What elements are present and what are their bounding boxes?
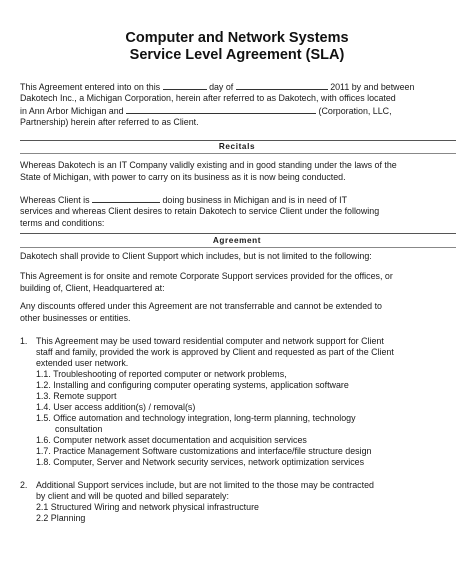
intro-line-1: [20, 81, 460, 93]
intro-text: This Agreement entered into on this: [20, 82, 161, 92]
item-1-sub-2: 1.2. Installing and configuring computer operating systems, application software: [36, 380, 349, 390]
item-1-sub-1: 1.1. Troubleshooting of reported computer or network problems,: [36, 369, 287, 379]
agreement-p2-line-2: building of, Client, Headquartered at:: [20, 283, 165, 293]
item-1-sub-5-cont: consultation: [55, 424, 103, 434]
client-name-blank[interactable]: [126, 105, 316, 114]
date-day-blank[interactable]: [163, 81, 207, 90]
item-1-number: 1.: [20, 336, 28, 346]
recitals-p1-line-1: Whereas Dakotech is an IT Company validly existing and in good standing under the laws of the: [20, 160, 397, 170]
recitals-divider-top: [20, 140, 456, 141]
recitals-p2-line-3: terms and conditions:: [20, 218, 105, 228]
item-1-sub-7: 1.7. Practice Management Software customizations and interface/file structure design: [36, 446, 372, 456]
agreement-heading: Agreement: [212, 236, 262, 245]
agreement-divider-top: [20, 233, 456, 234]
intro-line-3: [20, 105, 460, 117]
recitals-p1-line-2: State of Michigan, with power to carry on its business as it is now being conducted.: [20, 172, 346, 182]
recitals-text: Whereas Client is: [20, 195, 90, 205]
item-1-sub-8: 1.8. Computer, Server and Network security services, network optimization services: [36, 457, 365, 467]
item-1-sub-3: 1.3. Remote support: [36, 391, 117, 401]
item-2-line-1: Additional Support services include, but are not limited to the those may be contracted: [36, 480, 374, 490]
recitals-p2-line-2: services and whereas Client desires to retain Dakotech to service Client under the following: [20, 206, 380, 216]
recitals-text: doing business in Michigan and is in need of IT: [162, 195, 348, 205]
item-1-sub-5: 1.5. Office automation and technology integration, long-term planning, technology: [36, 413, 356, 423]
date-month-blank[interactable]: [236, 81, 328, 90]
intro-line-2: Dakotech Inc., a Michigan Corporation, herein after referred to as Dakotech, with offices located: [20, 93, 396, 103]
recitals-p2-line-1: [20, 194, 460, 206]
item-1-sub-6: 1.6. Computer network asset documentation and acquisition services: [36, 435, 307, 445]
document-title-line-2: Service Level Agreement (SLA): [129, 47, 345, 63]
agreement-p2-line-1: This Agreement is for onsite and remote Corporate Support services provided for the offices, or: [20, 271, 393, 281]
intro-line-4: Partnership) herein after referred to as Client.: [20, 117, 199, 127]
item-2-number: 2.: [20, 480, 28, 490]
item-1-line-3: extended user network.: [36, 358, 129, 368]
item-1-line-2: staff and family, provided the work is approved by Client and requested as part of the Client: [36, 347, 394, 357]
item-2-line-2: by client and will be quoted and billed separately:: [36, 491, 229, 501]
item-1-sub-4: 1.4. User access addition(s) / removal(s): [36, 402, 196, 412]
item-2-sub-2: 2.2 Planning: [36, 513, 86, 523]
intro-text: (Corporation, LLC,: [318, 106, 392, 116]
agreement-divider-bottom: [20, 247, 456, 248]
agreement-p3-line-1: Any discounts offered under this Agreement are not transferrable and cannot be extended to: [20, 301, 382, 311]
recitals-heading: Recitals: [218, 142, 256, 151]
client-blank[interactable]: [92, 194, 160, 203]
intro-text: in Ann Arbor Michigan and: [20, 106, 124, 116]
item-1-line-1: This Agreement may be used toward residential computer and network support for Client: [36, 336, 384, 346]
intro-text: day of: [209, 82, 234, 92]
item-2-sub-1: 2.1 Structured Wiring and network physical infrastructure: [36, 502, 259, 512]
document-title-line-1: Computer and Network Systems: [125, 30, 349, 46]
intro-text: 2011 by and between: [330, 82, 415, 92]
agreement-p3-line-2: other businesses or entities.: [20, 313, 131, 323]
agreement-p1: Dakotech shall provide to Client Support which includes, but is not limited to the following:: [20, 251, 372, 261]
recitals-divider-bottom: [20, 153, 456, 154]
